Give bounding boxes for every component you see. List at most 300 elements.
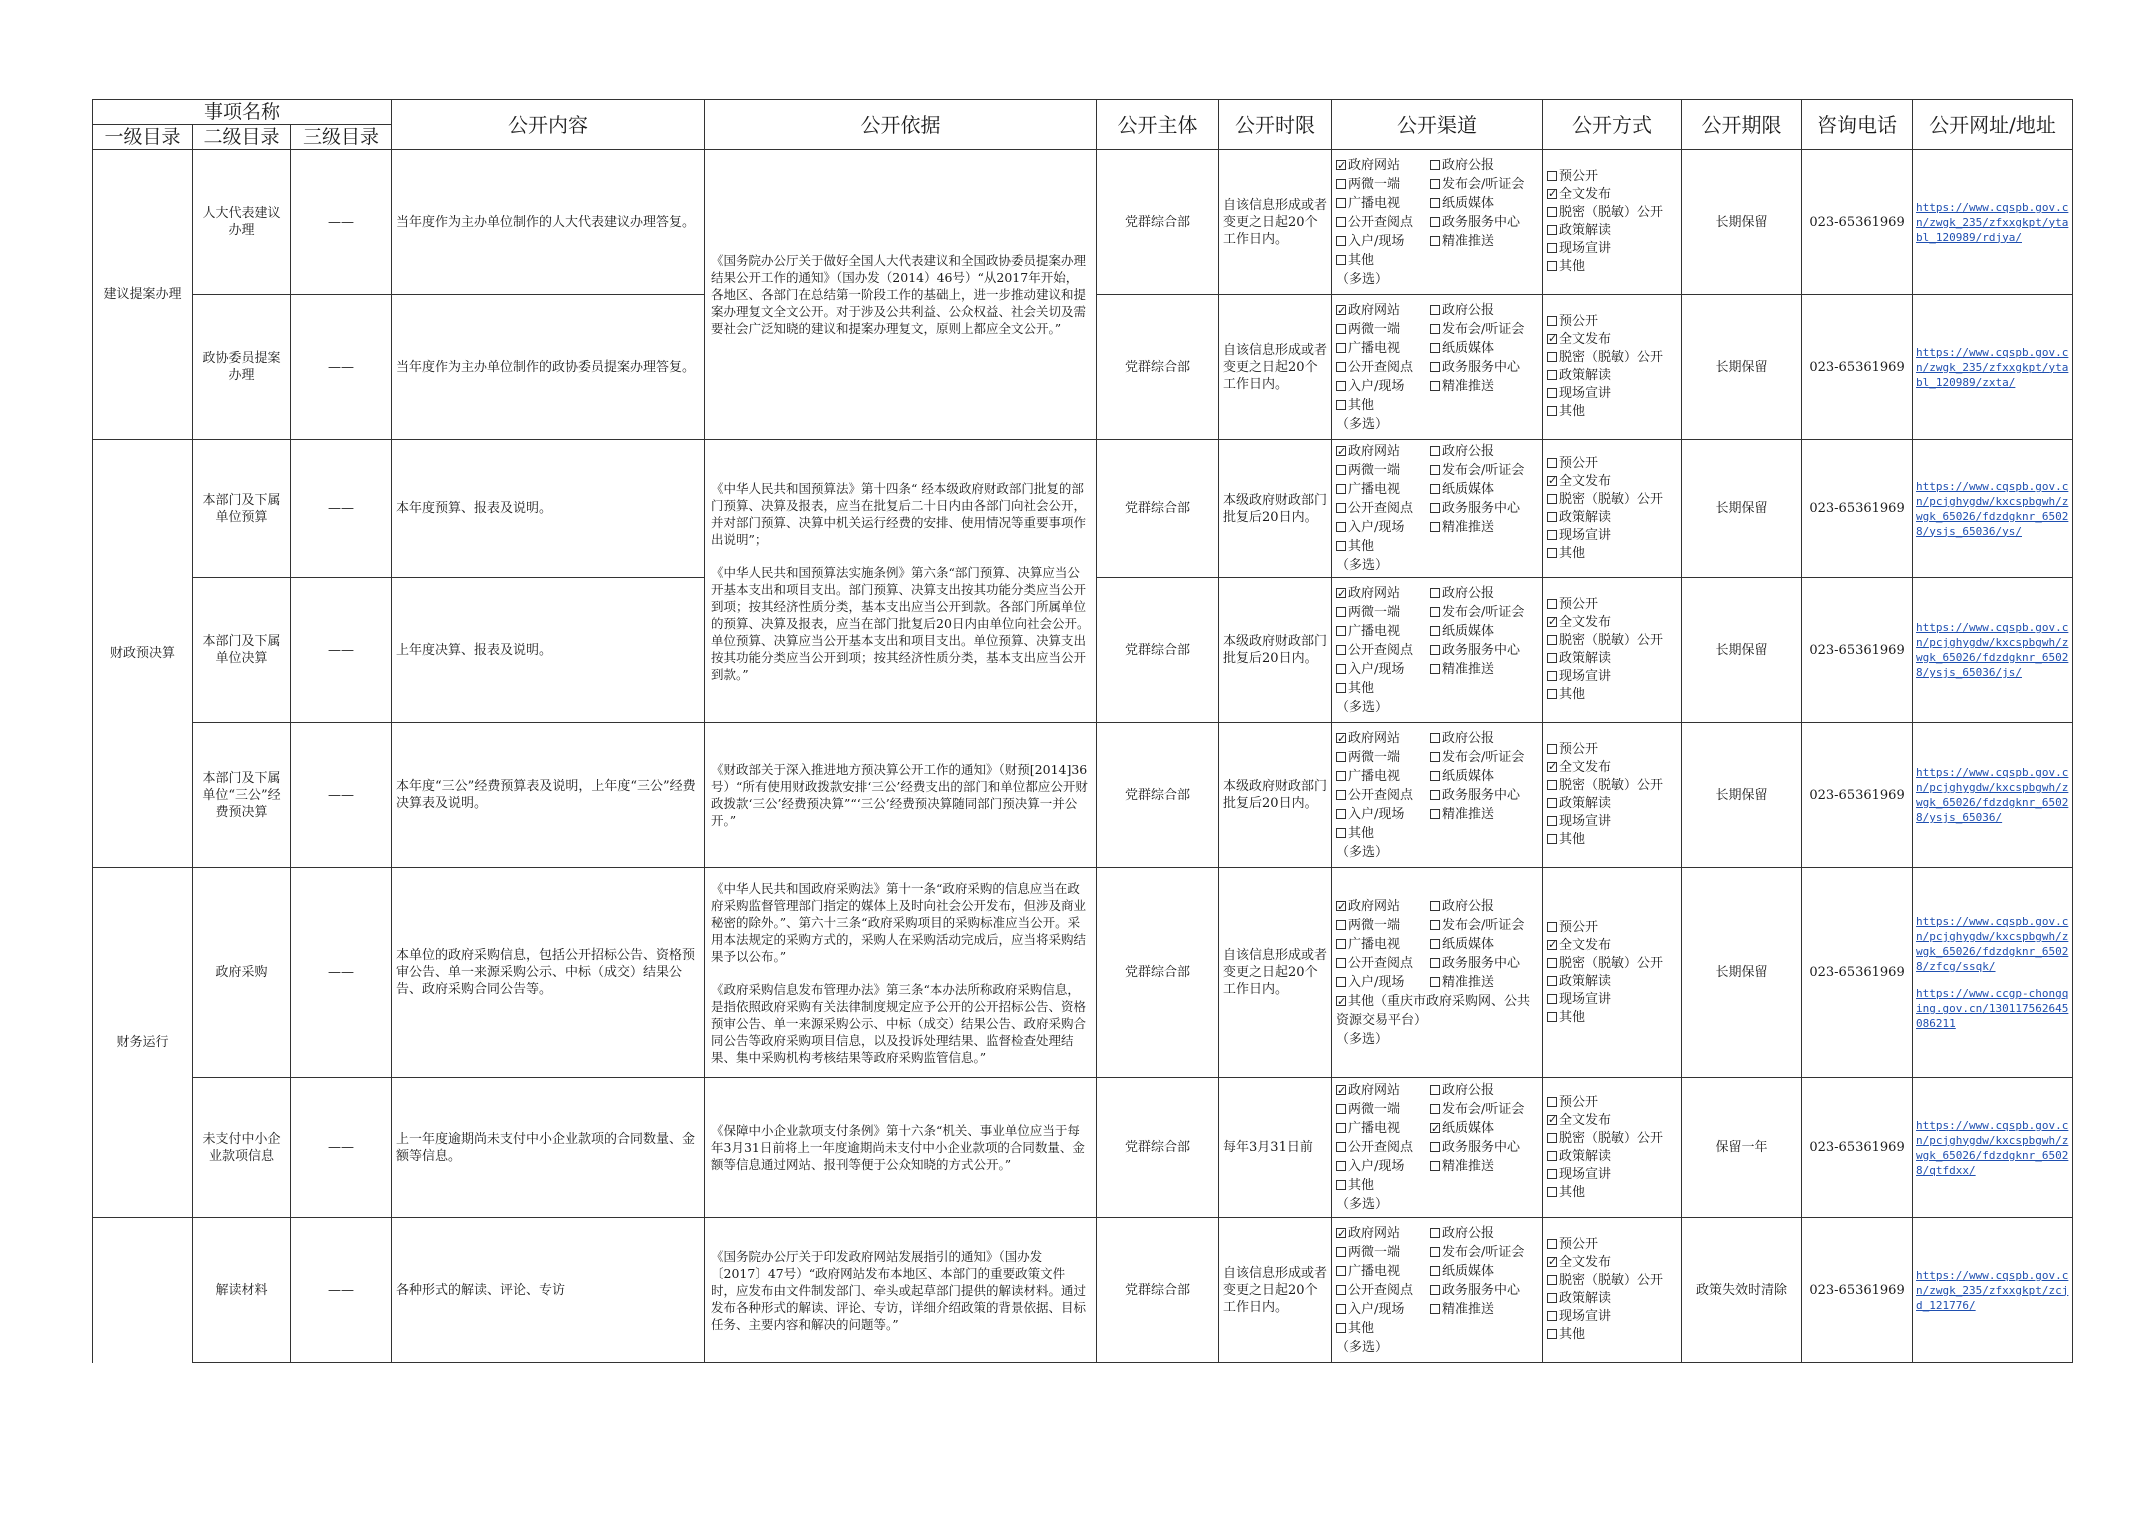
channel-web-label: 政府网站 <box>1348 585 1401 601</box>
method-pre-checkbox[interactable] <box>1547 1239 1557 1249</box>
method-explain-option <box>1547 1291 1611 1306</box>
method-onsite-label: 现场宣讲 <box>1559 386 1612 401</box>
channel-paper-label: 纸质媒体 <box>1442 482 1495 497</box>
method-pre-option <box>1547 920 1598 935</box>
channel-app-option <box>1336 175 1430 194</box>
channel-reading-checkbox[interactable] <box>1336 503 1346 513</box>
method-line <box>1547 614 1677 632</box>
channel-gazette-checkbox[interactable] <box>1430 588 1440 598</box>
method-onsite-option <box>1547 528 1611 543</box>
channel-service-checkbox[interactable] <box>1430 790 1440 800</box>
method-redact-checkbox[interactable] <box>1547 1133 1557 1143</box>
url-link[interactable]: https://www.cqspb.gov.cn/pcjghygdw/kxcspbgwh/zwgk_65026/fdzdgknr_65028/ysjs_65036/ <box>1916 766 2069 824</box>
method-pre-checkbox[interactable] <box>1547 1097 1557 1107</box>
method-full-checkbox[interactable] <box>1547 1257 1557 1267</box>
period-cell: 长期保留 <box>1682 723 1802 868</box>
method-onsite-checkbox[interactable] <box>1547 671 1557 681</box>
channel-service-checkbox[interactable] <box>1430 217 1440 227</box>
channel-options <box>1336 1081 1538 1214</box>
method-line <box>1547 186 1677 204</box>
channel-web-option <box>1336 584 1430 603</box>
channel-service-option <box>1430 213 1538 232</box>
method-line <box>1547 937 1677 955</box>
method-line <box>1547 313 1677 331</box>
channel-press-checkbox[interactable] <box>1430 920 1440 930</box>
channel-push-label: 精准推送 <box>1442 520 1495 535</box>
channel-paper-label: 纸质媒体 <box>1442 768 1495 784</box>
level3-cell: —— <box>291 1078 392 1218</box>
channel-gazette-option <box>1430 1224 1538 1243</box>
channel-tv-checkbox[interactable] <box>1336 626 1346 636</box>
channel-press-checkbox[interactable] <box>1430 179 1440 189</box>
basis-paragraph: 《中华人民共和国预算法》第十四条“ 经本级政府财政部门批复的部门预算、决算及报表，应当在批复后二十日内由各部门向社会公开，并对部门预算、决算中机关运行经费的安排、使用情况等重要事项作出说明”； <box>711 480 1087 547</box>
channel-door-checkbox[interactable] <box>1336 977 1346 987</box>
channel-cell <box>1332 578 1543 723</box>
channel-multi-note: （多选） <box>1336 1031 1389 1047</box>
channel-reading-label: 公开查阅点 <box>1348 787 1414 803</box>
header-content: 公开内容 <box>392 100 705 150</box>
method-redact-checkbox[interactable] <box>1547 1275 1557 1285</box>
channel-press-label: 发布会/听证会 <box>1442 749 1525 765</box>
method-pre-checkbox[interactable] <box>1547 171 1557 181</box>
channel-reading-checkbox[interactable] <box>1336 958 1346 968</box>
channel-app-checkbox[interactable] <box>1336 920 1346 930</box>
channel-gazette-label: 政府公报 <box>1442 1083 1495 1098</box>
channel-push-checkbox[interactable] <box>1430 664 1440 674</box>
content-cell: 本单位的政府采购信息，包括公开招标公告、资格预审公告、单一来源采购公示、中标（成交）结果公告、政府采购合同公告等。 <box>392 868 705 1078</box>
method-full-option <box>1547 474 1611 489</box>
method-redact-checkbox[interactable] <box>1547 207 1557 217</box>
channel-gazette-label: 政府公报 <box>1442 1225 1495 1241</box>
channel-other-checkbox[interactable] <box>1336 541 1346 551</box>
channel-tv-checkbox[interactable] <box>1336 771 1346 781</box>
channel-multi-note: （多选） <box>1336 558 1389 573</box>
channel-web-checkbox[interactable] <box>1336 901 1346 911</box>
channel-reading-label: 公开查阅点 <box>1348 1282 1414 1298</box>
method-full-checkbox[interactable] <box>1547 940 1557 950</box>
phone-cell: 023-65361969 <box>1802 440 1913 578</box>
channel-press-label: 发布会/听证会 <box>1442 176 1525 192</box>
method-other-option <box>1547 1327 1585 1342</box>
period-cell: 长期保留 <box>1682 150 1802 295</box>
channel-web-checkbox[interactable] <box>1336 1228 1346 1238</box>
channel-gazette-checkbox[interactable] <box>1430 160 1440 170</box>
channel-push-checkbox[interactable] <box>1430 1304 1440 1314</box>
method-pre-checkbox[interactable] <box>1547 922 1557 932</box>
channel-paper-checkbox[interactable] <box>1430 484 1440 494</box>
method-onsite-checkbox[interactable] <box>1547 994 1557 1004</box>
method-onsite-checkbox[interactable] <box>1547 1169 1557 1179</box>
channel-service-label: 政务服务中心 <box>1442 787 1521 803</box>
channel-push-label: 精准推送 <box>1442 661 1495 677</box>
method-onsite-option <box>1547 1167 1611 1182</box>
url-cell <box>1913 150 2073 295</box>
channel-app-checkbox[interactable] <box>1336 607 1346 617</box>
channel-service-checkbox[interactable] <box>1430 503 1440 513</box>
channel-door-label: 入户/现场 <box>1348 378 1405 394</box>
channel-cell <box>1332 1078 1543 1218</box>
method-onsite-option <box>1547 241 1611 256</box>
channel-paper-checkbox[interactable] <box>1430 1266 1440 1276</box>
method-explain-option <box>1547 510 1611 525</box>
method-pre-checkbox[interactable] <box>1547 599 1557 609</box>
channel-paper-checkbox[interactable] <box>1430 771 1440 781</box>
url-link[interactable]: https://www.cqspb.gov.cn/zwgk_235/zfxxgkpt/ytabl_120989/rdjya/ <box>1916 200 2069 244</box>
channel-app-label: 两微一端 <box>1348 917 1401 933</box>
channel-paper-checkbox[interactable] <box>1430 939 1440 949</box>
method-other-checkbox[interactable] <box>1547 548 1557 558</box>
subject-cell: 党群综合部 <box>1097 295 1219 440</box>
level3-cell: —— <box>291 1218 392 1363</box>
channel-paper-checkbox[interactable] <box>1430 626 1440 636</box>
method-explain-label: 政策解读 <box>1559 1148 1612 1164</box>
channel-web-checkbox[interactable] <box>1336 1085 1346 1095</box>
method-redact-option <box>1547 205 1663 220</box>
channel-paper-checkbox[interactable] <box>1430 1123 1440 1133</box>
channel-paper-option <box>1430 935 1538 954</box>
channel-paper-checkbox[interactable] <box>1430 198 1440 208</box>
channel-gazette-checkbox[interactable] <box>1430 1085 1440 1095</box>
channel-gazette-label: 政府公报 <box>1442 157 1495 173</box>
channel-other-label: 其他 <box>1348 680 1375 696</box>
basis-paragraph: 《中华人民共和国政府采购法》第十一条“政府采购的信息应当在政府采购监督管理部门指定的媒体上及时向社会公开发布，但涉及商业秘密的除外。”、第六十三条“政府采购项目的采购标准应当公开。采用本法规定的采购方式的，采购人在采购活动完成后，应当将采购结果予以公布。” <box>711 880 1087 964</box>
method-redact-checkbox[interactable] <box>1547 494 1557 504</box>
subject-cell: 党群综合部 <box>1097 440 1219 578</box>
channel-app-option <box>1336 1243 1430 1262</box>
url-cell <box>1913 440 2073 578</box>
method-line <box>1547 795 1677 813</box>
time-cell: 自该信息形成或者变更之日起20个工作日内。 <box>1219 295 1332 440</box>
channel-app-label: 两微一端 <box>1348 321 1401 337</box>
method-other-label: 其他 <box>1559 832 1586 847</box>
channel-other-option <box>1336 1176 1538 1195</box>
channel-push-checkbox[interactable] <box>1430 1161 1440 1171</box>
method-line <box>1547 777 1677 795</box>
channel-press-checkbox[interactable] <box>1430 607 1440 617</box>
channel-service-checkbox[interactable] <box>1430 958 1440 968</box>
channel-app-checkbox[interactable] <box>1336 179 1346 189</box>
url-link[interactable]: https://www.cqspb.gov.cn/pcjghygdw/kxcspbgwh/zwgk_65026/fdzdgknr_65028/ysjs_65036/js/ <box>1916 621 2069 679</box>
channel-gazette-checkbox[interactable] <box>1430 1228 1440 1238</box>
channel-multi-note: （多选） <box>1336 1339 1389 1355</box>
method-redact-label: 脱密（脱敏）公开 <box>1559 491 1664 507</box>
channel-gazette-option <box>1430 729 1538 748</box>
channel-other-checkbox[interactable] <box>1336 683 1346 693</box>
channel-door-label: 入户/现场 <box>1348 661 1405 677</box>
channel-door-checkbox[interactable] <box>1336 1304 1346 1314</box>
channel-other-checkbox[interactable] <box>1336 1180 1346 1190</box>
channel-other-checkbox[interactable] <box>1336 400 1346 410</box>
channel-reading-checkbox[interactable] <box>1336 362 1346 372</box>
method-redact-option <box>1547 1273 1663 1288</box>
channel-other-checkbox[interactable] <box>1336 255 1346 265</box>
url-link[interactable]: https://www.cqspb.gov.cn/pcjghygdw/kxcspbgwh/zwgk_65026/fdzdgknr_65028/zfcg/ssqk/ <box>1916 915 2069 973</box>
channel-options <box>1336 729 1538 862</box>
channel-app-checkbox[interactable] <box>1336 324 1346 334</box>
channel-other-checkbox[interactable] <box>1336 828 1346 838</box>
channel-door-checkbox[interactable] <box>1336 522 1346 532</box>
channel-push-label: 精准推送 <box>1442 1159 1495 1174</box>
channel-tv-checkbox[interactable] <box>1336 939 1346 949</box>
method-other-checkbox[interactable] <box>1547 1329 1557 1339</box>
method-full-checkbox[interactable] <box>1547 189 1557 199</box>
channel-tv-checkbox[interactable] <box>1336 198 1346 208</box>
channel-cell <box>1332 295 1543 440</box>
channel-door-label: 入户/现场 <box>1348 1301 1405 1317</box>
channel-app-checkbox[interactable] <box>1336 752 1346 762</box>
method-explain-option <box>1547 1149 1611 1164</box>
channel-reading-option <box>1336 499 1430 518</box>
method-redact-label: 脱密（脱敏）公开 <box>1559 1130 1664 1146</box>
content-cell: 本年度“三公”经费预算表及说明，上年度“三公”经费决算表及说明。 <box>392 723 705 868</box>
channel-web-label: 政府网站 <box>1348 1083 1401 1098</box>
channel-door-label: 入户/现场 <box>1348 806 1405 822</box>
level2-cell: 未支付中小企业款项信息 <box>193 1078 291 1218</box>
method-explain-checkbox[interactable] <box>1547 370 1557 380</box>
url-link[interactable]: https://www.cqspb.gov.cn/zwgk_235/zfxxgkpt/zcjd_121776/ <box>1916 1268 2069 1312</box>
method-explain-checkbox[interactable] <box>1547 1293 1557 1303</box>
method-pre-checkbox[interactable] <box>1547 316 1557 326</box>
method-onsite-checkbox[interactable] <box>1547 816 1557 826</box>
method-line <box>1547 367 1677 385</box>
channel-app-checkbox[interactable] <box>1336 1104 1346 1114</box>
method-redact-label: 脱密（脱敏）公开 <box>1559 633 1664 648</box>
method-line <box>1547 686 1677 704</box>
method-full-checkbox[interactable] <box>1547 617 1557 627</box>
method-onsite-label: 现场宣讲 <box>1559 991 1612 1007</box>
time-cell: 本级政府财政部门批复后20日内。 <box>1219 440 1332 578</box>
method-other-option <box>1547 259 1585 274</box>
channel-reading-checkbox[interactable] <box>1336 645 1346 655</box>
method-line <box>1547 1112 1677 1130</box>
method-explain-checkbox[interactable] <box>1547 653 1557 663</box>
method-other-option <box>1547 1185 1585 1200</box>
channel-web-option <box>1336 156 1430 175</box>
channel-push-checkbox[interactable] <box>1430 977 1440 987</box>
method-full-checkbox[interactable] <box>1547 1115 1557 1125</box>
channel-press-checkbox[interactable] <box>1430 1247 1440 1257</box>
header-time: 公开时限 <box>1219 100 1332 150</box>
channel-press-checkbox[interactable] <box>1430 752 1440 762</box>
channel-door-checkbox[interactable] <box>1336 381 1346 391</box>
channel-reading-checkbox[interactable] <box>1336 1285 1346 1295</box>
channel-web-checkbox[interactable] <box>1336 588 1346 598</box>
channel-press-checkbox[interactable] <box>1430 1104 1440 1114</box>
table-row <box>93 868 2073 1078</box>
channel-cell <box>1332 1218 1543 1363</box>
channel-app-checkbox[interactable] <box>1336 465 1346 475</box>
method-pre-checkbox[interactable] <box>1547 744 1557 754</box>
method-line <box>1547 632 1677 650</box>
subject-cell: 党群综合部 <box>1097 578 1219 723</box>
header-level1: 一级目录 <box>93 125 193 150</box>
method-redact-option <box>1547 956 1663 971</box>
channel-web-checkbox[interactable] <box>1336 305 1346 315</box>
channel-service-checkbox[interactable] <box>1430 1285 1440 1295</box>
method-full-label: 全文发布 <box>1559 937 1612 953</box>
channel-press-option <box>1430 320 1538 339</box>
channel-press-checkbox[interactable] <box>1430 465 1440 475</box>
url-link[interactable]: https://www.cqspb.gov.cn/pcjghygdw/kxcspbgwh/zwgk_65026/fdzdgknr_65028/qtfdxx/ <box>1916 1118 2069 1177</box>
channel-reading-option <box>1336 213 1430 232</box>
table-row <box>93 150 2073 295</box>
basis-paragraph: 《保障中小企业款项支付条例》第十六条“机关、事业单位应当于每年3月31日前将上一年度逾期尚未支付中小企业款项的合同数量、金额等信息通过网站、报刊等便于公众知晓的方式公开。” <box>711 1123 1085 1172</box>
method-onsite-checkbox[interactable] <box>1547 243 1557 253</box>
channel-tv-option <box>1336 767 1430 786</box>
channel-reading-checkbox[interactable] <box>1336 217 1346 227</box>
method-explain-checkbox[interactable] <box>1547 512 1557 522</box>
method-line <box>1547 349 1677 367</box>
method-pre-option <box>1547 456 1598 471</box>
method-line <box>1547 1290 1677 1308</box>
method-onsite-checkbox[interactable] <box>1547 388 1557 398</box>
content-cell: 当年度作为主办单位制作的人大代表建议办理答复。 <box>392 150 705 295</box>
method-cell <box>1543 1078 1682 1218</box>
method-line <box>1547 759 1677 777</box>
channel-door-checkbox[interactable] <box>1336 664 1346 674</box>
channel-reading-label: 公开查阅点 <box>1348 501 1414 516</box>
channel-app-option <box>1336 603 1430 622</box>
channel-service-checkbox[interactable] <box>1430 362 1440 372</box>
method-other-label: 其他 <box>1559 687 1586 702</box>
channel-paper-label: 纸质媒体 <box>1442 1121 1495 1136</box>
method-pre-label: 预公开 <box>1559 169 1599 184</box>
method-pre-label: 预公开 <box>1559 919 1599 935</box>
method-other-checkbox[interactable] <box>1547 406 1557 416</box>
url-link[interactable]: https://www.cqspb.gov.cn/pcjghygdw/kxcspbgwh/zwgk_65026/fdzdgknr_65028/ysjs_65036/ys/ <box>1916 479 2069 538</box>
channel-door-label: 入户/现场 <box>1348 233 1405 249</box>
method-redact-checkbox[interactable] <box>1547 958 1557 968</box>
method-other-checkbox[interactable] <box>1547 1187 1557 1197</box>
method-line <box>1547 545 1677 563</box>
method-cell <box>1543 150 1682 295</box>
channel-options <box>1336 156 1538 289</box>
channel-door-checkbox[interactable] <box>1336 809 1346 819</box>
channel-gazette-checkbox[interactable] <box>1430 305 1440 315</box>
channel-service-option <box>1430 1281 1538 1300</box>
channel-app-checkbox[interactable] <box>1336 1247 1346 1257</box>
method-full-checkbox[interactable] <box>1547 476 1557 486</box>
method-cell <box>1543 295 1682 440</box>
subject-cell: 党群综合部 <box>1097 1218 1219 1363</box>
channel-cell <box>1332 868 1543 1078</box>
channel-options <box>1336 897 1538 1049</box>
channel-other-checkbox[interactable] <box>1336 996 1346 1006</box>
url-link[interactable]: https://www.ccgp-chongqing.gov.cn/130117562645086211 <box>1916 987 2069 1030</box>
phone-cell: 023-65361969 <box>1802 1218 1913 1363</box>
method-explain-checkbox[interactable] <box>1547 976 1557 986</box>
period-cell: 长期保留 <box>1682 295 1802 440</box>
channel-tv-checkbox[interactable] <box>1336 1123 1346 1133</box>
method-onsite-option <box>1547 992 1611 1007</box>
channel-push-checkbox[interactable] <box>1430 809 1440 819</box>
method-onsite-checkbox[interactable] <box>1547 530 1557 540</box>
method-line <box>1547 385 1677 403</box>
channel-service-checkbox[interactable] <box>1430 645 1440 655</box>
channel-gazette-label: 政府公报 <box>1442 302 1495 318</box>
channel-gazette-checkbox[interactable] <box>1430 733 1440 743</box>
method-line <box>1547 831 1677 849</box>
channel-reading-label: 公开查阅点 <box>1348 359 1414 375</box>
channel-other-checkbox[interactable] <box>1336 1323 1346 1333</box>
method-full-checkbox[interactable] <box>1547 334 1557 344</box>
method-other-checkbox[interactable] <box>1547 261 1557 271</box>
channel-tv-checkbox[interactable] <box>1336 343 1346 353</box>
channel-reading-checkbox[interactable] <box>1336 790 1346 800</box>
channel-press-checkbox[interactable] <box>1430 324 1440 334</box>
channel-gazette-label: 政府公报 <box>1442 730 1495 746</box>
url-link[interactable]: https://www.cqspb.gov.cn/zwgk_235/zfxxgkpt/ytabl_120989/zxta/ <box>1916 345 2069 389</box>
header-phone: 咨询电话 <box>1802 100 1913 150</box>
method-other-checkbox[interactable] <box>1547 834 1557 844</box>
channel-press-option <box>1430 461 1538 480</box>
method-redact-checkbox[interactable] <box>1547 780 1557 790</box>
method-full-label: 全文发布 <box>1559 332 1612 347</box>
channel-gazette-checkbox[interactable] <box>1430 901 1440 911</box>
method-onsite-option <box>1547 814 1611 829</box>
method-redact-checkbox[interactable] <box>1547 635 1557 645</box>
method-explain-label: 政策解读 <box>1559 1291 1612 1306</box>
channel-other-label: 其他 <box>1348 397 1375 413</box>
method-redact-label: 脱密（脱敏）公开 <box>1559 955 1664 971</box>
method-full-checkbox[interactable] <box>1547 762 1557 772</box>
method-line <box>1547 1148 1677 1166</box>
header-basis: 公开依据 <box>705 100 1097 150</box>
method-other-checkbox[interactable] <box>1547 689 1557 699</box>
header-level3: 三级目录 <box>291 125 392 150</box>
method-explain-checkbox[interactable] <box>1547 225 1557 235</box>
method-explain-checkbox[interactable] <box>1547 1151 1557 1161</box>
channel-door-checkbox[interactable] <box>1336 1161 1346 1171</box>
disclosure-table <box>92 99 2073 1363</box>
channel-push-checkbox[interactable] <box>1430 381 1440 391</box>
channel-web-checkbox[interactable] <box>1336 160 1346 170</box>
channel-door-option <box>1336 660 1430 679</box>
channel-tv-option <box>1336 1119 1430 1138</box>
channel-options <box>1336 301 1538 434</box>
channel-web-checkbox[interactable] <box>1336 733 1346 743</box>
channel-gazette-checkbox[interactable] <box>1430 446 1440 456</box>
channel-push-checkbox[interactable] <box>1430 236 1440 246</box>
method-onsite-checkbox[interactable] <box>1547 1311 1557 1321</box>
channel-gazette-label: 政府公报 <box>1442 585 1495 601</box>
channel-gazette-option <box>1430 584 1538 603</box>
time-cell: 自该信息形成或者变更之日起20个工作日内。 <box>1219 150 1332 295</box>
channel-multi-note: （多选） <box>1336 416 1389 432</box>
channel-tv-checkbox[interactable] <box>1336 1266 1346 1276</box>
channel-web-option <box>1336 301 1430 320</box>
method-pre-checkbox[interactable] <box>1547 458 1557 468</box>
channel-door-option <box>1336 1300 1430 1319</box>
channel-tv-label: 广播电视 <box>1348 340 1401 356</box>
channel-tv-checkbox[interactable] <box>1336 484 1346 494</box>
channel-service-checkbox[interactable] <box>1430 1142 1440 1152</box>
channel-push-checkbox[interactable] <box>1430 522 1440 532</box>
channel-reading-checkbox[interactable] <box>1336 1142 1346 1152</box>
basis-cell <box>705 440 1097 723</box>
channel-push-option <box>1430 232 1538 251</box>
channel-door-checkbox[interactable] <box>1336 236 1346 246</box>
level1-cell: 财政预决算 <box>93 440 193 868</box>
method-explain-checkbox[interactable] <box>1547 798 1557 808</box>
method-redact-checkbox[interactable] <box>1547 352 1557 362</box>
channel-web-checkbox[interactable] <box>1336 446 1346 456</box>
channel-gazette-label: 政府公报 <box>1442 444 1495 459</box>
channel-paper-checkbox[interactable] <box>1430 343 1440 353</box>
method-other-checkbox[interactable] <box>1547 1012 1557 1022</box>
time-cell: 每年3月31日前 <box>1219 1078 1332 1218</box>
channel-push-option <box>1430 805 1538 824</box>
